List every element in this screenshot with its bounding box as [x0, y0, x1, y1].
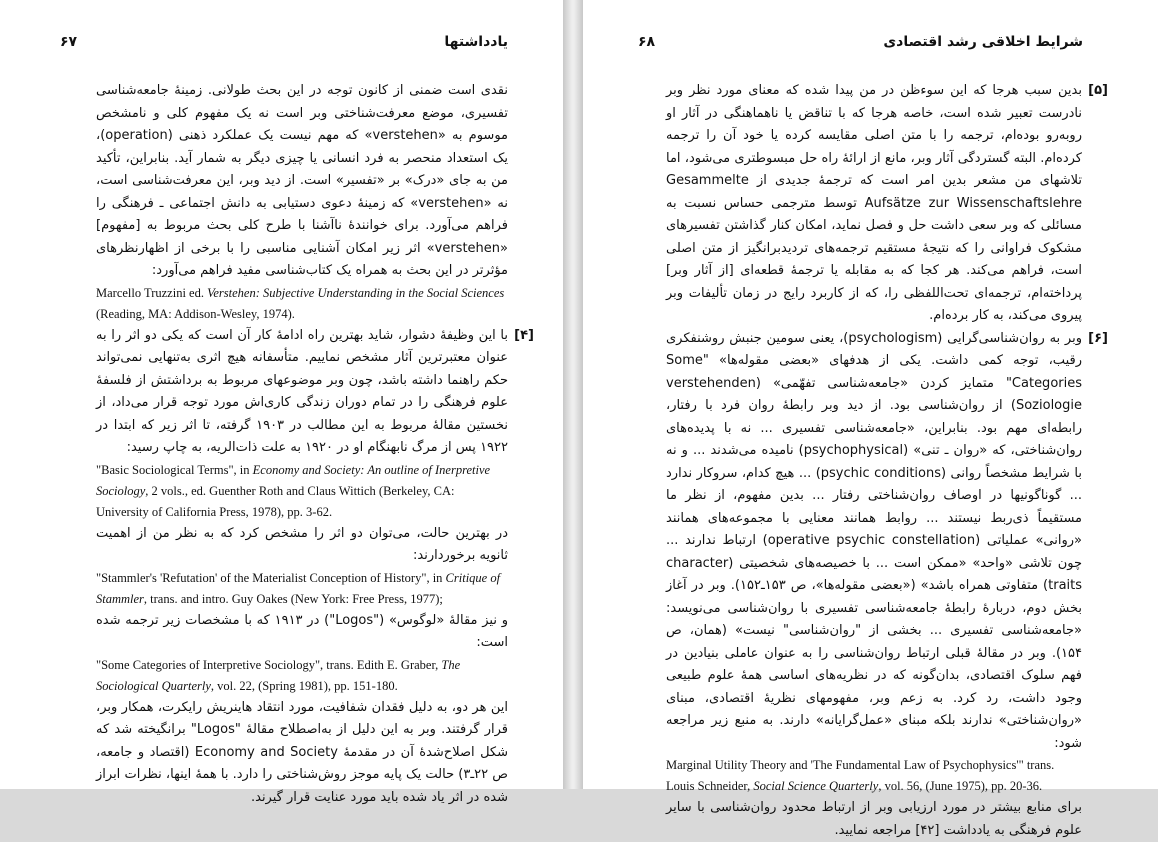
paragraph: نقدی است ضمنی از کانون توجه در این بحث طولانی. زمینهٔ جامعه‌شناسی تفسیری، موضع معرفت‌شناختی وبر است نه یک مفهوم کلی و نامشخص موسوم به «verstehen» که مهم نیست یک عملکرد ذهنی (operation)، یک استعداد منحصر به فرد انسانی یا چیزی دیگر به شمار آید. بنابراین، تأکید من به جای «درک» بر «تفسیر» است. از دید وبر، این معرفت‌شناسی است، نه «verstehen» که زمینهٔ دعوی دستیابی به دانش اجتماعی ـ فرهنگی را فراهم می‌آورد. برای خوانندهٔ ناآشنا با طرح کلی بحث مربوط به [مفهوم] «verstehen» اثر زیر امکان آشنایی مناسبی را با برخی از اظهارنظرهای مؤثرتر در این بحث به همراه یک کتاب‌شناسی مفید فراهم می‌آورد: [96, 83, 508, 278]
paragraph: در بهترین حالت، می‌توان دو اثر را مشخص کرد که به نظر من از اهمیت ثانویه برخوردارند: [96, 525, 508, 563]
note-6-marker: [۶] [1088, 330, 1108, 346]
paragraph: برای منابع بیشتر در مورد ارزیابی وبر از ارتباط محدود روان‌شناسی با سایر علوم فرهنگی به یادداشت [۴۲] مراجعه نمایید. [666, 800, 1082, 838]
reference-categories: "Some Categories of Interpretive Sociology", trans. Edith E. Graber, The Sociological Quarterly, vol. 22, (Spring 1981), pp. 151-180. [96, 657, 461, 693]
left-page-header [60, 34, 508, 58]
right-page-body [666, 80, 1108, 842]
left-running-title: یادداشتها [444, 34, 508, 50]
left-book-page [0, 0, 563, 805]
note-4-marker: [۴] [514, 327, 534, 343]
note-6: [۶] وبر به روان‌شناسی‌گرایی (psychologism)، یعنی سومین جنبش روشنفکری رقیب، توجه کمی داشت. یکی از هدفهای «بعضی مقوله‌ها» "Some Categories" متمایز کردن «جامعه‌شناسی تفهّمی» (verstehenden Soziologie) از روان‌شناسی بود. از دید وبر رابطهٔ روان فرد با رفتار، رابطه‌ای مهم بود. بنابراین، «جامعه‌شناسی تفسیری ... نه با پدیده‌های روان‌شناختی، که «روان ـ تنی» (psychophysical) نامیده می‌شدند ... و نه با شرایط مشخصاً روانی (psychic conditions) ... هیچ کدام، سروکار ندارد ... گوناگونیها در اوصاف روان‌شناختی رفتار ... بدین مفهوم، از نظر ما مستقیماً ذی‌ربط نیستند ... روابط همانند معنایی با مجموعه‌های همانند «روانی» عملیاتی (operative psychic constellation) ارتباط ندارند ... چون تلاشی «واحد» «ممکن است ... با خصیصه‌های شخصیتی (character traits) متفاوتی همراه باشد» («بعضی مقوله‌ها»، ص ۱۵۳ـ۱۵۲). وبر در آغاز بخش دوم، دربارهٔ رابطهٔ جامعه‌شناسی تفسیری با روان‌شناسی می‌نویسد: «جامعه‌شناسی تفسیری ... بخشی از "روان‌شناسی" نیست» (همان، ص ۱۵۴). وبر در مقالهٔ قبلی ارتباط روان‌شناسی را به عنوان عاملی بنیادین در فهم سلوک اقتصادی، بدان‌گونه که در نظریه‌های اساسی همهٔ علوم طبیعی وجود داشت، رد کرد. به زعم وبر، مفهومهای نظریهٔ اقتصادی، مبنای «روان‌شناختی» ندارند بلکه مبنای «عمل‌گرایانه» دارند. به منبع زیر مراجعه شود: [666, 328, 1082, 756]
left-page-body [96, 80, 534, 809]
right-book-page [583, 0, 1158, 838]
right-page-header [638, 34, 1083, 58]
reference-stammler: "Stammler's 'Refutation' of the Materialist Conception of History", in Critique of Stammler, trans. and intro. Guy Oakes (New York: Free Press, 1977); [96, 570, 501, 606]
paragraph: این هر دو، به دلیل فقدان شفافیت، مورد انتقاد هاینریش رایکرت، همکار وبر، قرار گرفتند. وبر به این دلیل از به‌اصطلاح مقالهٔ "Logos" برانگیخته شد که شکل اصلاح‌شدهٔ آن در مقدمهٔ Economy and Society (اقتصاد و جامعه، ص ۲۲ـ۳) حالت یک پایه موجز روش‌شناختی را دارد. با همهٔ اینها، نظرات ابراز شده در اثر یاد شده باید مورد عنایت قرار گیرند. [96, 699, 508, 805]
book-gutter [563, 0, 583, 789]
note-5-marker: [۵] [1088, 83, 1108, 98]
right-running-title: شرایط اخلاقی رشد اقتصادی [883, 34, 1083, 50]
reference-truzzini: Marcello Truzzini ed. Verstehen: Subjective Understanding in the Social Sciences (Reading, MA: Addison-Wesley, 1974). [96, 285, 505, 321]
right-page-number: ۶۸ [638, 34, 656, 50]
paragraph: و نیز مقالهٔ «لوگوس» ("Logos") در ۱۹۱۳ که با مشخصات زیر ترجمه شده است: [96, 612, 508, 650]
note-4: [۴] با این وظیفهٔ دشوار، شاید بهترین راه ادامهٔ کار آن است که یکی دو اثر را به عنوان معتبرترین آثار مشخص نماییم. متأسفانه هیچ اثری به‌تنهایی نمی‌تواند حکم راهنما داشته باشد، چون وبر موضوعهای مربوط به برداشتش از فلسفهٔ علوم فرهنگی را در تمام دوران زندگی کاری‌اش مورد توجه قرار می‌داد، از نخستین مقالهٔ مربوط به این مطالب در ۱۹۰۳ گرفته، تا اثر زیر که ابتدا در ۱۹۲۲ پس از مرگ نابهنگام او در ۱۹۲۰ به علت ذات‌الریه، به چاپ رسید: [96, 325, 508, 460]
reference-marginal-utility: Marginal Utility Theory and 'The Fundamental Law of Psychophysics'" trans. Louis Schneider, Social Science Quarterly, vol. 56, (June 1975), pp. 20-36. [666, 758, 1055, 793]
reference-basic-terms: "Basic Sociological Terms", in Economy and Society: An outline of Inerpretive Sociology, 2 vols., ed. Guenther Roth and Claus Wittich (Berkeley, CA: University of California Press, 1978), pp. 3-62. [96, 462, 491, 519]
note-5: [۵] بدین سبب هرجا که این سوءظن در من پیدا شده که معنای مورد نظر وبر نادرست تعبیر شده است، خاصه هرجا که با تناقض یا ناهماهنگی در آثار او روبه‌رو بوده‌ام، ترجمه را با متن اصلی مقایسه کرده یا خود آن را ترجمه کرده‌ام. البته گستردگی آثار وبر، مانع از ارائهٔ راه حل مبسوطتری می‌شود، اما تلاشهای من مشعر بدین امر است که ترجمهٔ جدیدی از Gesammelte Aufsätze zur Wissenschaftslehre توسط مترجمی حساس نسبت به مسائلی که وبر سعی داشت حل و فصل نماید، امکان کنار گذاشتن تفسیرهای مشکوک فراوانی را که نتیجهٔ مستقیم ترجمه‌های تردیدبرانگیز از متن اصلی است، فراهم می‌کند. هر کجا که به مقابله یا ترجمهٔ قطعه‌ای [از آثار وبر] پرداخته‌ام، ترجمه‌ای تحت‌اللفظی را، که از کاربرد رایج در زمان تألیفات وبر پیروی می‌کند، به کار برده‌ام. [666, 80, 1082, 328]
left-page-number: ۶۷ [60, 34, 78, 50]
